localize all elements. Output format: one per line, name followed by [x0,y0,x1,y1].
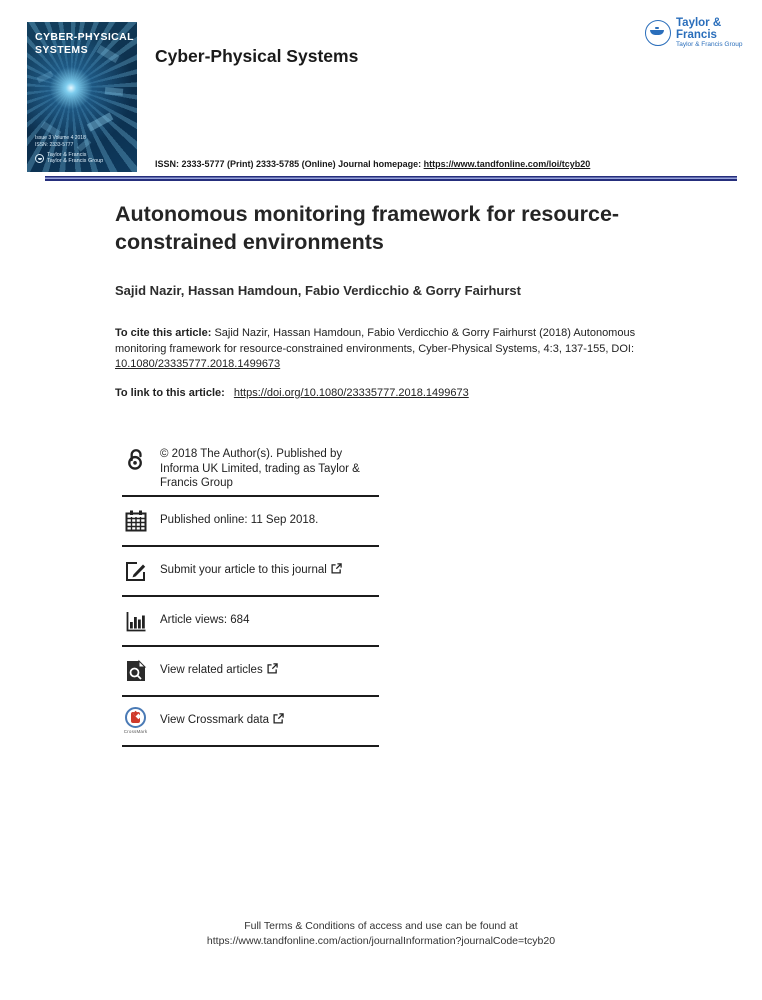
issn-label: ISSN: 2333-5777 (Print) 2333-5785 (Online) Journal homepage: [155,159,422,169]
cover-issn: ISSN: 2333-5777 [35,141,74,148]
cover-art-shape [105,87,124,96]
link-label: To link to this article: [115,386,225,399]
open-access-row [122,440,379,497]
external-link-icon [267,663,278,674]
external-link-icon [273,713,284,724]
crossmark-row[interactable] [122,697,379,747]
cover-publisher-group: Taylor & Francis Group [47,158,104,164]
taylor-francis-logo [645,17,762,49]
crossmark-link[interactable]: View Crossmark data [160,714,270,727]
cover-journal-title: CYBER-PHYSICAL SYSTEMS [35,31,134,56]
crossmark-icon [122,707,149,734]
taylor-francis-group: Taylor & Francis Group [676,41,743,48]
journal-cover-image [27,22,137,172]
taylor-francis-lamp-icon [645,20,671,46]
cite-text: Sajid Nazir, Hassan Hamdoun, Fabio Verdicchio & Gorry Fairhurst (2018) Autonomous monitoring framework for resource-constrained environments, Cyber-Physical Systems, 4:3, 137-155, DOI: [115,327,636,355]
article-views-row [122,597,379,647]
cover-issue-info: Issue 3 Volume 4 2018 [35,135,86,141]
cover-art-shape [87,112,114,131]
article-meta-list [122,440,379,747]
cover-publisher-name: Taylor & Francis [47,152,87,158]
article-link-block [115,387,675,399]
journal-homepage-link[interactable]: https://www.tandfonline.com/loi/tcyb20 [423,159,591,169]
header-divider-rule [45,176,737,181]
external-link-icon [331,563,342,574]
article-views-text: Article views: 684 [160,614,250,627]
terms-footer [0,919,762,949]
issn-homepage-line [155,159,590,169]
related-articles-icon [122,659,149,683]
related-articles-row[interactable] [122,647,379,697]
related-articles-link[interactable]: View related articles [160,664,263,677]
cover-publisher-logo-icon [35,154,44,163]
cite-label: To cite this article: [115,327,212,339]
cover-art-shape [36,71,53,83]
open-access-text: © 2018 The Author(s). Published by Informa UK Limited, trading as Taylor & Francis Group [160,448,360,489]
terms-url[interactable]: https://www.tandfonline.com/action/journalInformation?journalCode=tcyb20 [206,935,556,947]
calendar-icon [122,509,149,533]
article-title: Autonomous monitoring framework for resource-constrained environments [115,202,620,254]
published-online-row [122,497,379,547]
article-authors: Sajid Nazir, Hassan Hamdoun, Fabio Verdicchio & Gorry Fairhurst [115,283,521,298]
article-views-icon [122,609,149,633]
doi-link[interactable]: https://doi.org/10.1080/23335777.2018.1499673 [233,386,469,399]
open-access-icon [122,447,149,471]
published-online-text: Published online: 11 Sep 2018. [160,514,319,527]
submit-article-icon [122,559,149,583]
cover-footer [35,135,103,164]
taylor-francis-name: Taylor & Francis [676,17,722,41]
journal-title: Cyber-Physical Systems [155,46,359,66]
submit-article-link[interactable]: Submit your article to this journal [160,564,327,577]
citation-block [115,326,660,373]
terms-text: Full Terms & Conditions of access and use can be found at [244,920,518,932]
crossmark-caption: CrossMark [123,729,148,734]
submit-article-row[interactable] [122,547,379,597]
cite-doi-link[interactable]: 10.1080/23335777.2018.1499673 [115,358,281,370]
